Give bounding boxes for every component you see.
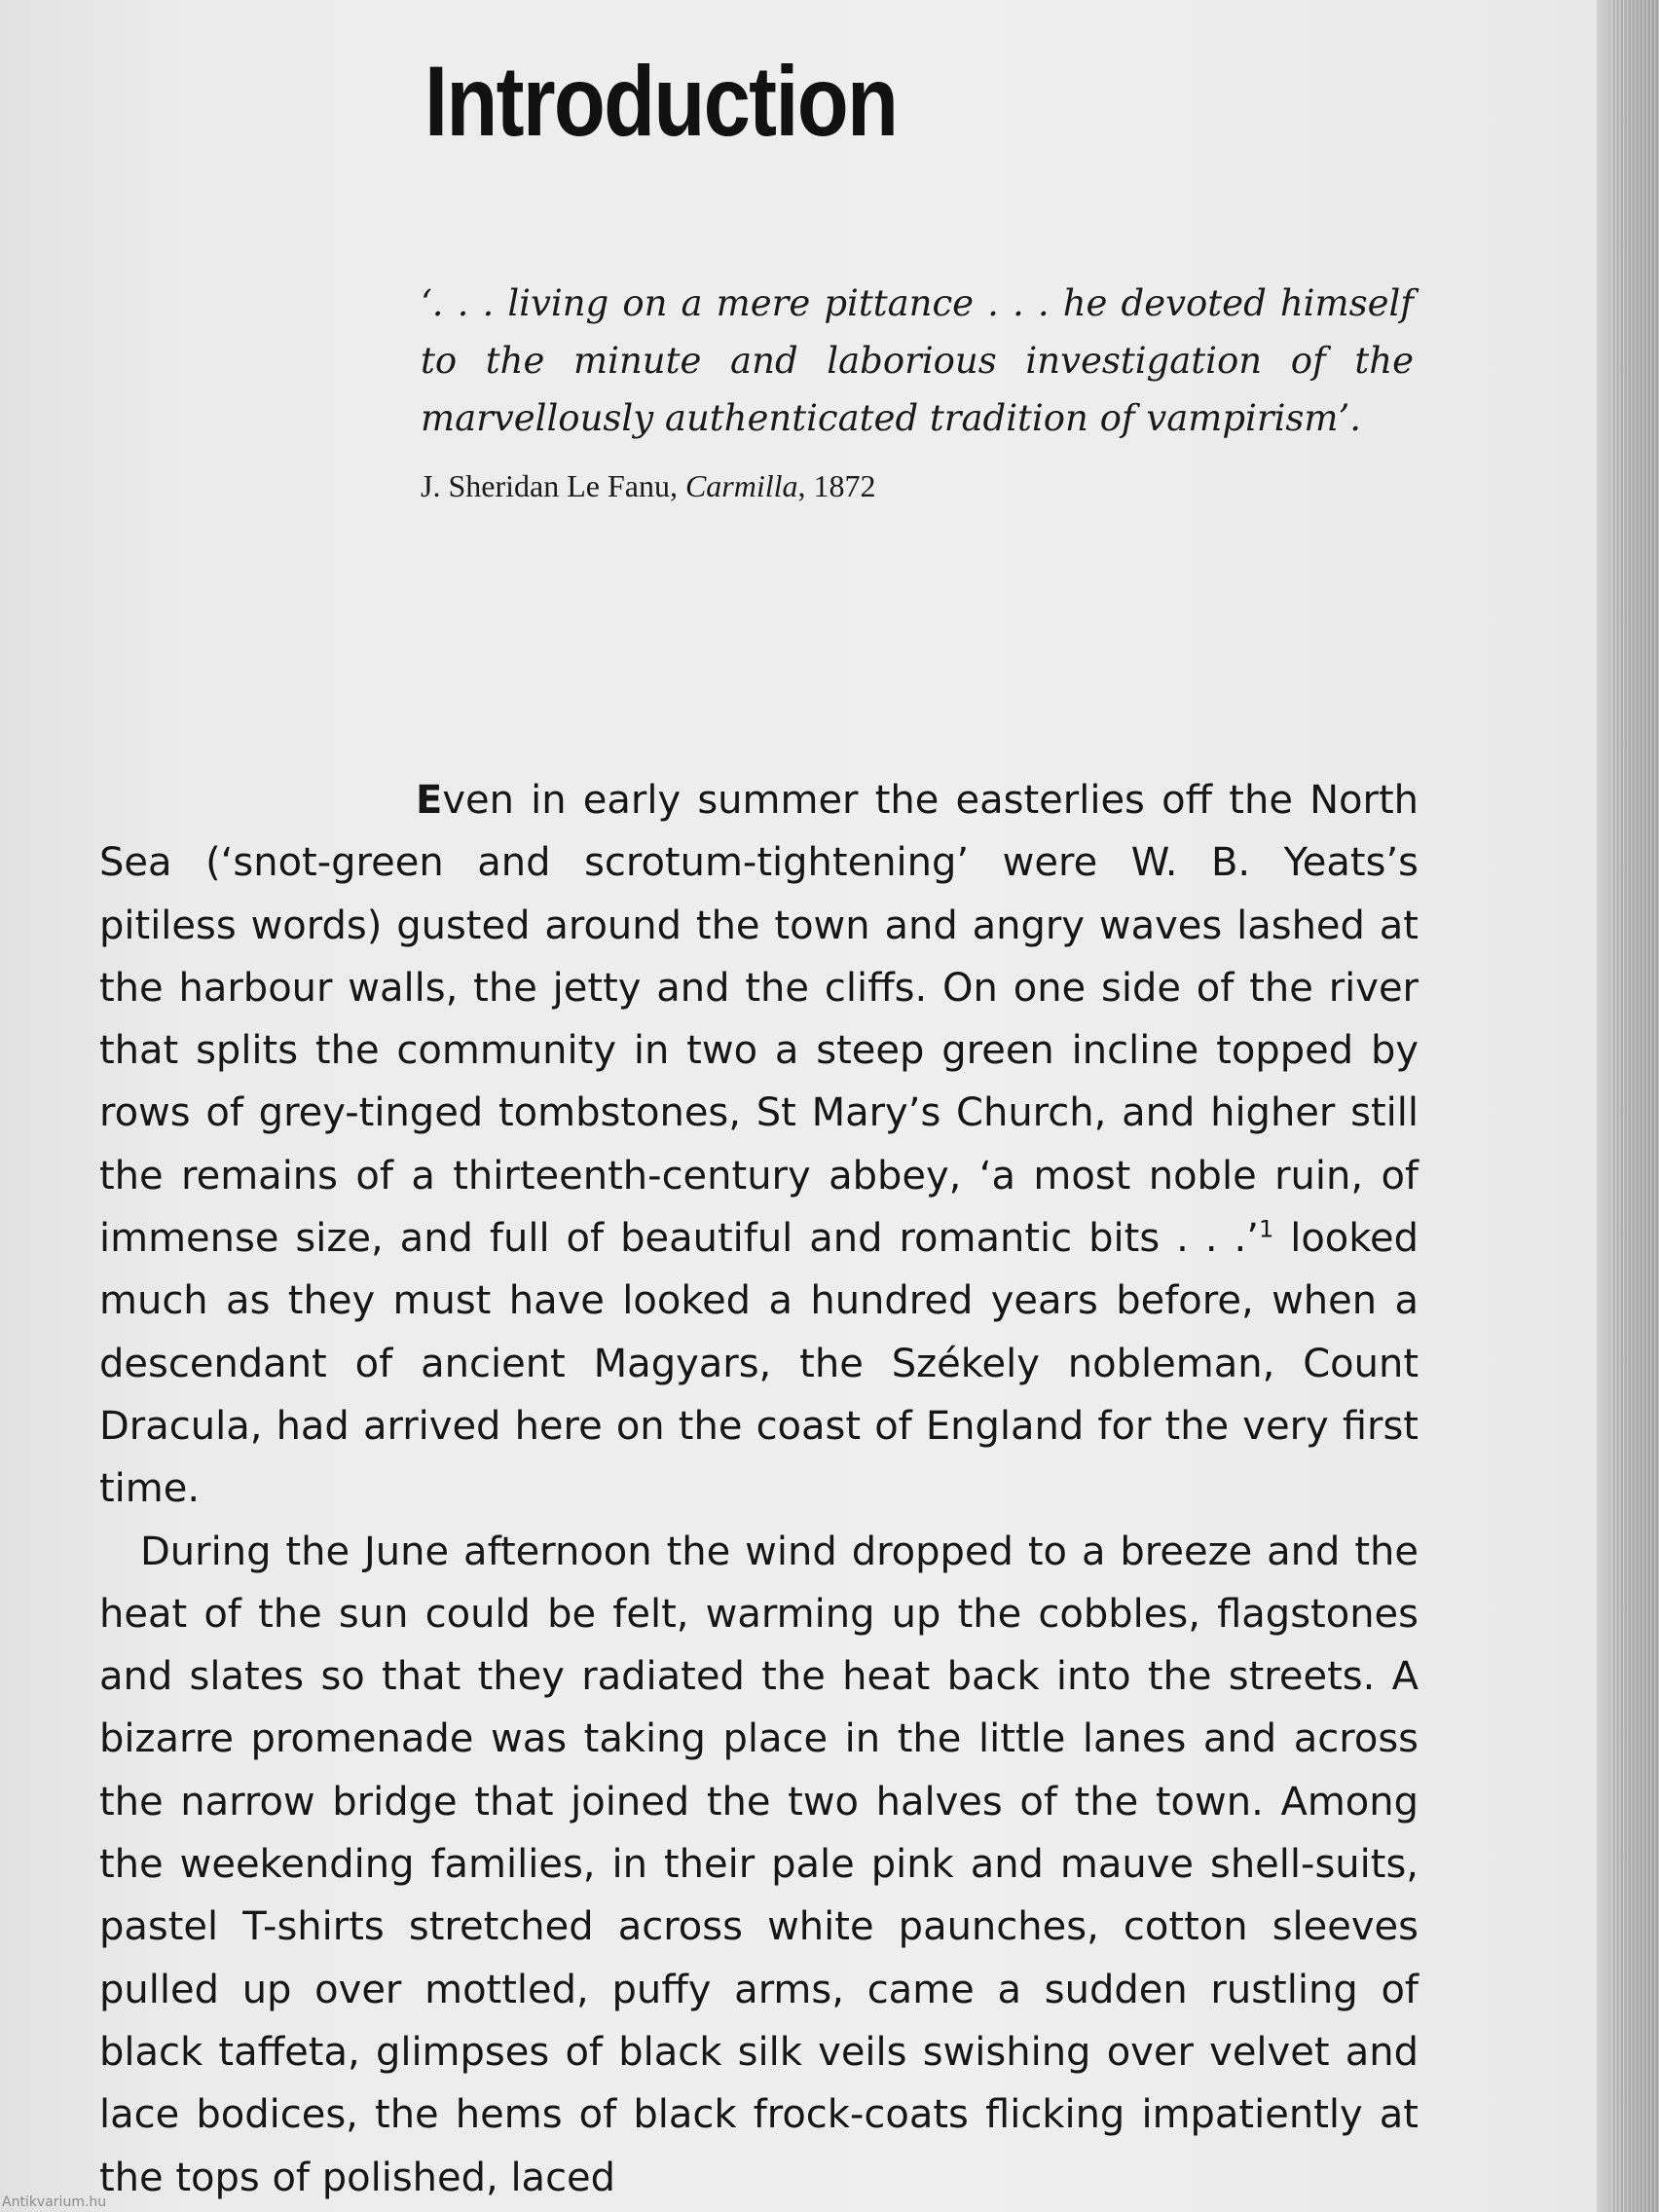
epigraph-year: , 1872: [797, 468, 876, 503]
watermark: Antikvarium.hu: [2, 2194, 107, 2210]
page-edges: [1611, 0, 1659, 2212]
paragraph-2: During the June afternoon the wind dropped to a breeze and the heat of the sun could be felt, warming up the cobbles, flagstones and slates so that they radiated the heat back into the streets. A bizarre promenade was taking place in the little lanes and across the narrow bridge that joined the two halves of the town. Among the weekending families, in their pale pink and mauve shell-suits, pastel T-shirts stretched across white paunches, cotton sleeves pulled up over mottled, puffy arms, came a sudden rustling of black taffeta, glimpses of black silk veils swishing over velvet and lace bodices, the hems of black frock-coats flicking impatiently at the tops of polished, laced: [99, 1529, 1419, 2200]
paragraph-1-text-b: looked much as they must have looked a hundred years before, when a descendant of ancient Magyars, the Székely nobleman, Count Dracula, had arrived here on the coast of England for the very first time.: [99, 1216, 1419, 1512]
footnote-ref[interactable]: 1: [1258, 1215, 1274, 1243]
dropcap-letter: E: [416, 778, 443, 823]
body-text: [99, 769, 1419, 2209]
epigraph-quote: ‘. . . living on a mere pittance . . . he devoted himself to the minute and laborious investigation of the marvellously authenticated tradition of vampirism’.: [421, 282, 1414, 439]
epigraph-attribution: [421, 466, 1414, 505]
paragraph-1: [99, 769, 1419, 1521]
chapter-title: Introduction: [424, 46, 898, 157]
epigraph: [421, 275, 1414, 505]
paragraph-1-text-a: ven in early summer the easterlies off the North Sea (‘snot-green and scrotum-tightening’ were W. B. Yeats’s pitiless words) gusted around the town and angry waves lashed at the harbour walls, the jetty and the cliffs. On one side of the river that splits the community in two a steep green incline topped by rows of grey-tinged tombstones, St Mary’s Church, and higher still the remains of a thirteenth-century abbey, ‘a most noble ruin, of immense size, and full of beautiful and romantic bits . . .’: [99, 778, 1419, 1262]
epigraph-work: Carmilla: [684, 468, 798, 503]
epigraph-author: J. Sheridan Le Fanu,: [421, 468, 685, 503]
